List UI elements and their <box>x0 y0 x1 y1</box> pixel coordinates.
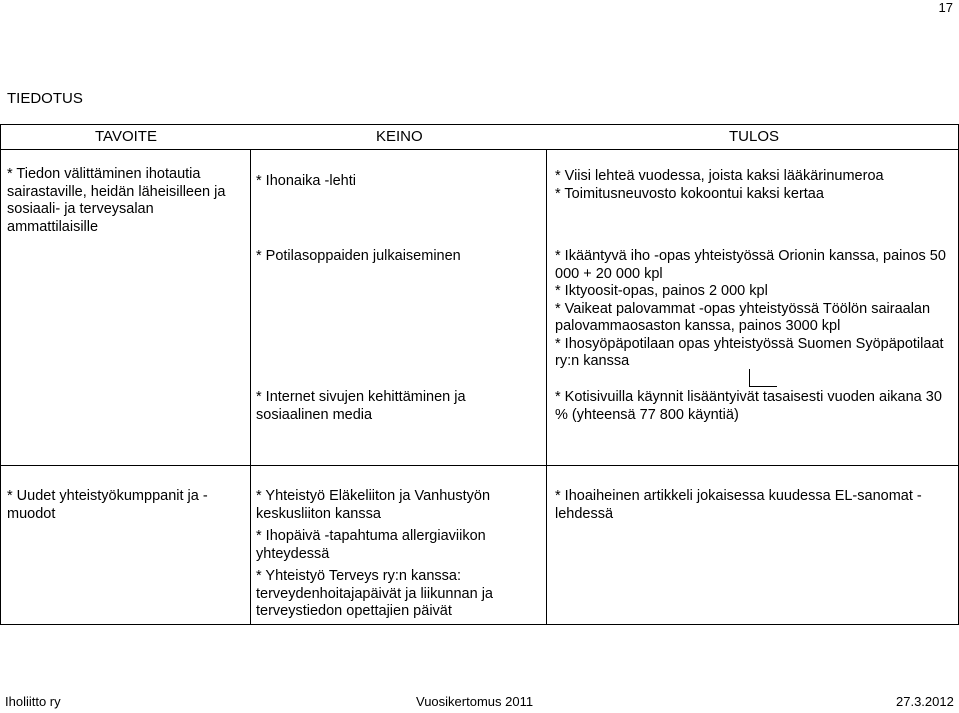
table-border-bottom <box>0 624 959 625</box>
row1-results-internet: * Kotisivuilla käynnit lisääntyivät tasaisesti vuoden aikana 30 % (yhteensä 77 800 käyntiä) <box>555 389 942 423</box>
footer-date: 27.3.2012 <box>896 694 954 709</box>
header-keino: KEINO <box>376 128 423 145</box>
row1-means-guides: * Potilasoppaiden julkaiseminen <box>256 248 461 264</box>
row2-means-item: * Yhteistyö Eläkeliiton ja Vanhustyön keskusliiton kanssa <box>256 488 491 522</box>
row1-results-guides: * Ikääntyvä iho -opas yhteistyössä Orionin kanssa, painos 50 000 + 20 000 kpl * Iktyoosit-opas, painos 2 000 kpl * Vaikeat palovammat -opas yhteistyössä Töölön sairaalan palovammaosaston kanssa, painos 3000 kpl * Ihosyöpäpotilaan opas yhteistyössä Suomen Syöpäpotilaat ry:n kanssa <box>555 248 946 369</box>
row2-means-item: * Ihopäivä -tapahtuma allergiaviikon yhteydessä <box>256 528 486 562</box>
row1-means-magazine: * Ihonaika -lehti <box>256 173 356 189</box>
footer-organization: Iholiitto ry <box>5 694 61 709</box>
row1-means-internet: * Internet sivujen kehittäminen ja sosiaalinen media <box>256 389 466 423</box>
row2-results: * Ihoaiheinen artikkeli jokaisessa kuudessa EL-sanomat -lehdessä <box>555 488 922 522</box>
section-title: TIEDOTUS <box>7 90 83 107</box>
table-border-left <box>0 124 1 625</box>
table-border-top <box>0 124 959 125</box>
table-col-divider-1 <box>250 149 251 625</box>
table-row-divider <box>0 465 959 466</box>
row2-means-list <box>256 488 531 621</box>
row1-goal: * Tiedon välittäminen ihotautia sairastaville, heidän läheisilleen ja sosiaali- ja terveysalan ammattilaisille <box>7 166 226 235</box>
header-tavoite: TAVOITE <box>95 128 157 145</box>
footer-report-title: Vuosikertomus 2011 <box>416 694 534 709</box>
table-header-divider <box>0 149 959 150</box>
row2-goal: * Uudet yhteistyökumppanit ja -muodot <box>7 488 208 522</box>
table-col-divider-2 <box>546 149 547 625</box>
row2-means-item: * Yhteistyö Terveys ry:n kanssa: terveydenhoitajapäivät ja liikunnan ja terveystiedon opettajien päivät <box>256 568 493 619</box>
page-number: 17 <box>938 0 953 15</box>
row1-results-magazine: * Viisi lehteä vuodessa, joista kaksi lääkärinumeroa * Toimitusneuvosto kokoontui kaksi kertaa <box>555 168 884 202</box>
header-tulos: TULOS <box>729 128 780 145</box>
text-cursor-mark <box>749 369 777 387</box>
